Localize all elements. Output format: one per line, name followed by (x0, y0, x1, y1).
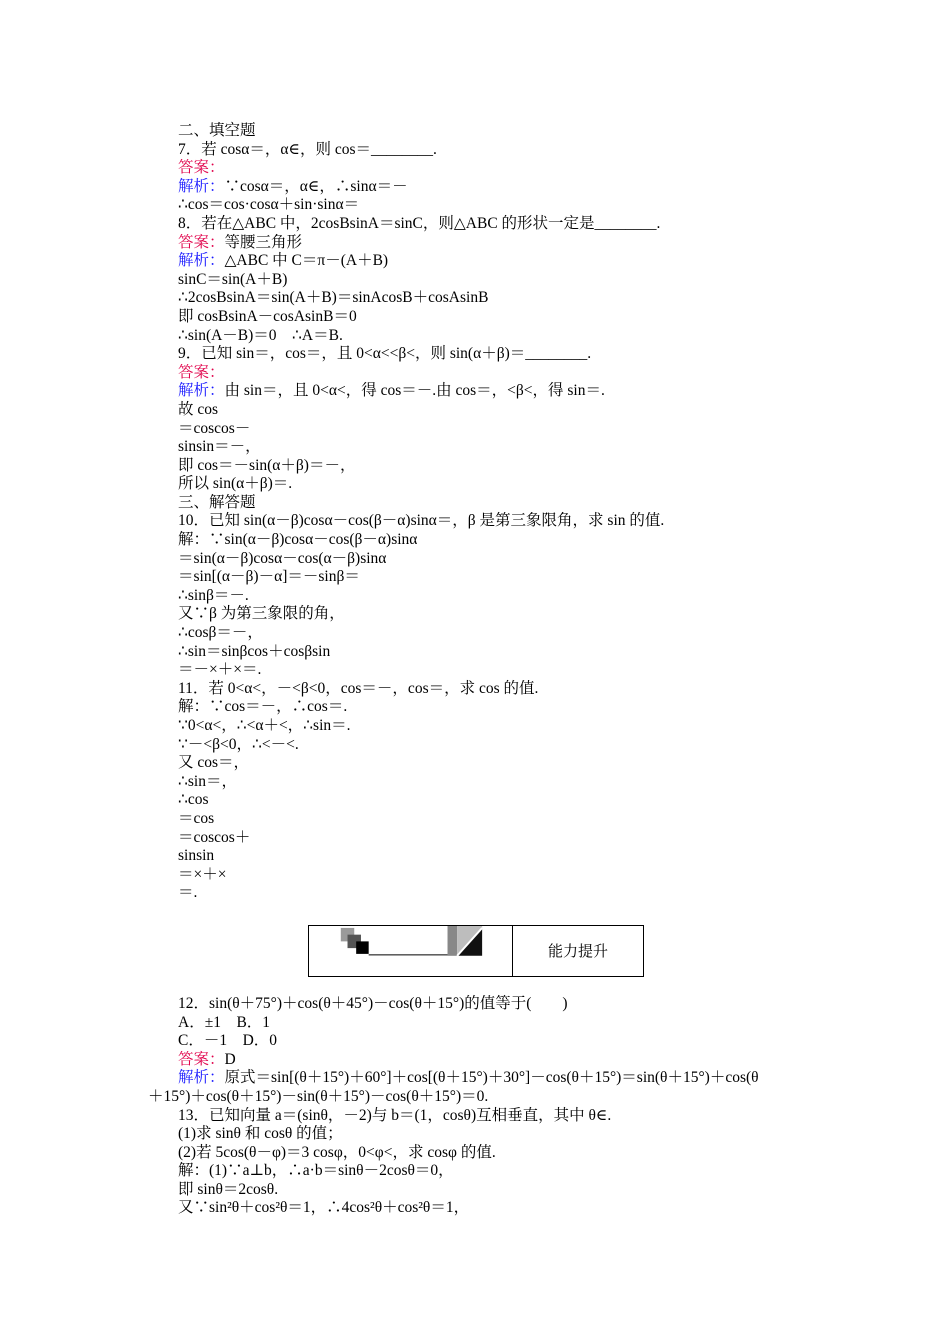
q8-question: 8．若在△ABC 中，2cosBsinA＝sinC，则△ABC 的形状一定是________. (178, 214, 661, 232)
answer-label: 答案： (178, 363, 225, 381)
q11-line: ∵－<β<0，∴<－<. (178, 735, 299, 753)
q10-line: ∴sinβ＝－. (178, 586, 249, 604)
q11-line: ＝coscos＋ (178, 828, 251, 846)
q11-line: ∴sin＝， (178, 772, 237, 790)
document-body (148, 122, 818, 1218)
section-heading-solutions: 三、解答题 (178, 493, 256, 511)
q10-line: ＝sin[(α－β)－α]＝－sinβ＝ (178, 568, 360, 586)
q12-question: 12．sin(θ＋75°)＋cos(θ＋45°)－cos(θ＋15°)的值等于( ) (178, 994, 568, 1012)
answer-label: 答案： (178, 1050, 225, 1068)
q9-line: sinsin＝－， (178, 438, 261, 456)
q8-line: ∴sin(A－B)＝0 ∴A＝B. (178, 326, 343, 344)
q7-analysis-line: ∴cos＝cos·cosα＋sin·sinα＝ (178, 196, 360, 214)
q9-line: 所以 sin(α＋β)＝. (178, 475, 293, 493)
q10-line: 又∵β 为第三象限的角， (178, 605, 345, 623)
analysis-label: 解析： (178, 177, 225, 195)
q12-analysis: 解析：原式＝sin[(θ＋15°)＋60°]＋cos[(θ＋15°)＋30°]－cos(θ＋15°)＝sin(θ＋15°)＋cos(θ (178, 1069, 759, 1087)
q9-line: 即 cos＝－sin(α＋β)＝－， (178, 456, 356, 474)
q10-question: 10．已知 sin(α－β)cosα－cos(β－α)sinα＝，β 是第三象限角，求 sin 的值. (178, 512, 665, 530)
q11-question: 11．若 0<α<，－<β<0，cos＝－，cos＝，求 cos 的值. (178, 679, 539, 697)
q9-line: ＝coscos－ (178, 419, 251, 437)
q10-line: 解：∵sin(α－β)cosα－cos(β－α)sinα (178, 531, 418, 549)
q11-line: ＝×＋× (178, 865, 227, 883)
q10-line: ∴sin＝sinβcos＋cosβsin (178, 642, 331, 660)
q7-question: 7．若 cosα＝，α∈，则 cos＝________. (178, 140, 437, 158)
q12-options: A．±1 B．1 (178, 1013, 271, 1031)
q11-line: ∴cos (178, 791, 209, 809)
section-heading-fill-in: 二、填空题 (178, 122, 256, 139)
q12-options: C．－1 D．0 (178, 1032, 278, 1050)
analysis-label: 解析： (178, 252, 225, 270)
analysis-label: 解析： (178, 382, 225, 400)
q11-line: 又 cos＝， (178, 754, 250, 772)
q12-answer: 答案：D (178, 1050, 236, 1068)
q13-line: 又∵sin²θ＋cos²θ＝1，∴4cos²θ＋cos²θ＝1， (178, 1199, 470, 1217)
q8-line: ∴2cosBsinA＝sin(A＋B)＝sinAcosB＋cosAsinB (178, 289, 489, 307)
q8-answer: 答案：等腰三角形 (178, 233, 303, 251)
q9-answer (178, 364, 818, 383)
q8-line: 即 cosBsinA－cosAsinB＝0 (178, 307, 357, 325)
q10-line: ＝－×＋×＝. (178, 661, 262, 679)
q13-question: 13．已知向量 a＝(sinθ，－2)与 b＝(1，cosθ)互相垂直，其中 θ∈. (178, 1106, 612, 1124)
q9-line: 故 cos (178, 400, 219, 418)
q9-question: 9．已知 sin＝，cos＝，且 0<α<<β<，则 sin(α＋β)＝________. (178, 345, 592, 363)
q11-line: ＝. (178, 884, 198, 902)
q13-line: 即 sinθ＝2cosθ. (178, 1180, 279, 1198)
ability-banner (308, 925, 644, 977)
analysis-label: 解析： (178, 1069, 225, 1087)
q11-line: 解：∵cos＝－，∴cos＝. (178, 698, 348, 716)
q8-analysis: 解析：△ABC 中 C＝π－(A＋B) (178, 252, 389, 270)
q11-line: sinsin (178, 847, 215, 865)
q7-answer (178, 159, 818, 178)
q12-analysis-cont: ＋15°)＋cos(θ＋15°)－sin(θ＋15°)－cos(θ＋15°)＝0. (148, 1087, 489, 1105)
banner-title: 能力提升 (547, 942, 608, 961)
q10-line: ∴cosβ＝－， (178, 624, 263, 642)
q7-analysis: 解析：∵cosα＝，α∈，∴sinα＝－ (178, 177, 408, 195)
q13-line: (1)求 sinθ 和 cosθ 的值； (178, 1125, 343, 1143)
answer-label: 答案： (178, 159, 225, 177)
q13-line: 解：(1)∵a⊥b，∴a·b＝sinθ－2cosθ＝0， (178, 1162, 454, 1180)
banner-decoration-icon (309, 926, 512, 976)
q10-line: ＝sin(α－β)cosα－cos(α－β)sinα (178, 549, 387, 567)
answer-label: 答案： (178, 233, 225, 251)
q11-line: ＝cos (178, 809, 215, 827)
q9-analysis: 解析：由 sin＝，且 0<α<，得 cos＝－.由 cos＝，<β<，得 sin＝. (178, 382, 605, 400)
q8-line: sinC＝sin(A＋B) (178, 270, 288, 288)
q13-line: (2)若 5cos(θ－φ)＝3 cosφ，0<φ<，求 cosφ 的值. (178, 1143, 496, 1161)
q11-line: ∵0<α<，∴<α＋<，∴sin＝. (178, 717, 351, 734)
